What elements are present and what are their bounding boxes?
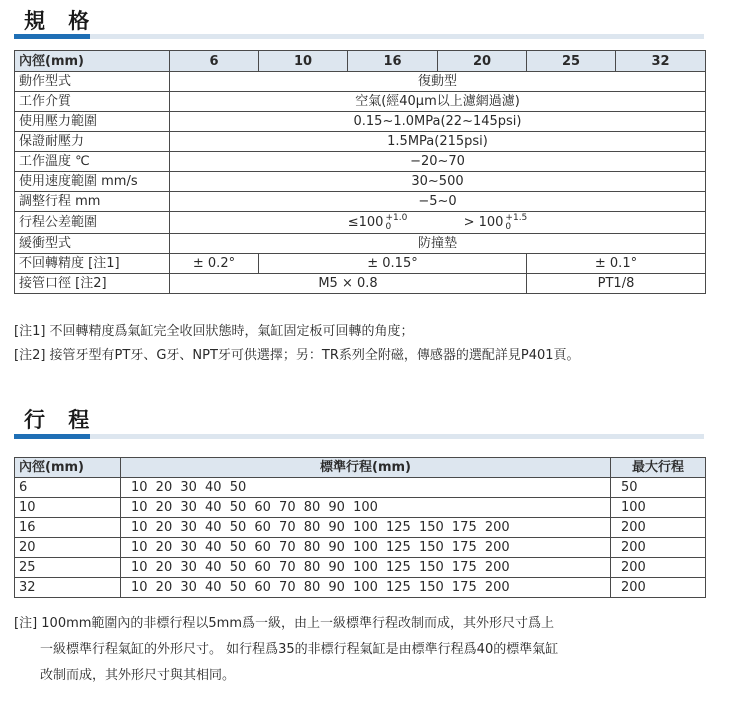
stroke-table <box>14 457 706 598</box>
stroke-max: 100 <box>611 498 706 518</box>
stroke-header-standard: 標準行程(mm) <box>121 458 611 478</box>
spec-label: 接管口徑 [注2] <box>15 274 170 294</box>
spec-value <box>170 212 706 234</box>
spec-title-rule <box>14 34 704 39</box>
spec-value: 復動型 <box>170 72 706 92</box>
stroke-values: 10 20 30 40 50 60 70 80 90 100 125 150 175 200 <box>121 578 611 598</box>
tolerance-b-upper: +1.5 <box>505 212 528 223</box>
spec-section-title: 規 格 <box>24 9 98 33</box>
tolerance-b-lower: 0 <box>505 221 512 232</box>
stroke-header-max: 最大行程 <box>611 458 706 478</box>
stroke-values: 10 20 30 40 50 <box>121 478 611 498</box>
spec-row-pressure <box>15 112 706 132</box>
spec-header-row <box>15 51 706 72</box>
spec-note-2: [注2] 接管牙型有PT牙、G牙、NPT牙可供選擇；另：TR系列全附磁，傳感器的選配詳見P401頁。 <box>14 348 580 363</box>
spec-table <box>14 50 706 294</box>
spec-header-bore-20: 20 <box>438 51 527 72</box>
stroke-bore: 20 <box>15 538 121 558</box>
spec-label: 使用速度範圍 mm/s <box>15 172 170 192</box>
spec-value: PT1/8 <box>527 274 706 294</box>
tolerance-a-lower: 0 <box>385 221 392 232</box>
stroke-bore: 6 <box>15 478 121 498</box>
spec-row-cushion <box>15 234 706 254</box>
stroke-row <box>15 558 706 578</box>
spec-header-bore-16: 16 <box>348 51 438 72</box>
spec-row-nonrot <box>15 254 706 274</box>
spec-value: −5~0 <box>170 192 706 212</box>
spec-note-1: [注1] 不回轉精度爲氣缸完全收回狀態時，氣缸固定板可回轉的角度； <box>14 324 414 339</box>
stroke-max: 200 <box>611 538 706 558</box>
stroke-bore: 16 <box>15 518 121 538</box>
spec-row-adjust <box>15 192 706 212</box>
tolerance-a <box>348 213 408 232</box>
stroke-row <box>15 578 706 598</box>
stroke-values: 10 20 30 40 50 60 70 80 90 100 125 150 175 200 <box>121 538 611 558</box>
stroke-values: 10 20 30 40 50 60 70 80 90 100 <box>121 498 611 518</box>
spec-header-bore: 內徑(mm) <box>15 51 170 72</box>
spec-row-port <box>15 274 706 294</box>
stroke-bore: 10 <box>15 498 121 518</box>
spec-row-proof <box>15 132 706 152</box>
stroke-note-line-3: 改制而成，其外形尺寸與其相同。 <box>40 668 236 683</box>
stroke-header-row <box>15 458 706 478</box>
stroke-title-rule <box>14 434 704 439</box>
stroke-row <box>15 518 706 538</box>
spec-value: 0.15~1.0MPa(22~145psi) <box>170 112 706 132</box>
spec-header-bore-10: 10 <box>259 51 348 72</box>
spec-row-tolerance <box>15 212 706 234</box>
spec-label: 使用壓力範圍 <box>15 112 170 132</box>
stroke-row <box>15 498 706 518</box>
tolerance-a-upper: +1.0 <box>385 212 408 223</box>
spec-row-temp <box>15 152 706 172</box>
stroke-row <box>15 538 706 558</box>
stroke-max: 200 <box>611 578 706 598</box>
spec-label: 行程公差範圍 <box>15 212 170 234</box>
stroke-values: 10 20 30 40 50 60 70 80 90 100 125 150 175 200 <box>121 558 611 578</box>
spec-header-bore-25: 25 <box>527 51 616 72</box>
stroke-note-line-1: [注] 100mm範圍內的非標行程以5mm爲一級，由上一級標準行程改制而成，其外形尺寸爲上 <box>14 616 555 631</box>
spec-value: M5 × 0.8 <box>170 274 527 294</box>
stroke-section-title: 行 程 <box>24 408 98 432</box>
spec-label: 調整行程 mm <box>15 192 170 212</box>
spec-label: 工作溫度 ℃ <box>15 152 170 172</box>
spec-value: 防撞墊 <box>170 234 706 254</box>
tolerance-b <box>464 213 528 232</box>
stroke-note-line-2: 一級標準行程氣缸的外形尺寸。 如行程爲35的非標行程氣缸是由標準行程爲40的標準氣缸 <box>40 642 559 657</box>
spec-row-speed <box>15 172 706 192</box>
spec-label: 工作介質 <box>15 92 170 112</box>
spec-label: 保證耐壓力 <box>15 132 170 152</box>
stroke-max: 50 <box>611 478 706 498</box>
spec-value: −20~70 <box>170 152 706 172</box>
spec-value: 空氣(經40μm以上濾網過濾) <box>170 92 706 112</box>
spec-row-medium <box>15 92 706 112</box>
spec-label: 動作型式 <box>15 72 170 92</box>
spec-value: ± 0.2° <box>170 254 259 274</box>
stroke-bore: 25 <box>15 558 121 578</box>
spec-header-bore-6: 6 <box>170 51 259 72</box>
spec-label: 不回轉精度 [注1] <box>15 254 170 274</box>
spec-row-action <box>15 72 706 92</box>
stroke-max: 200 <box>611 518 706 538</box>
spec-value: ± 0.15° <box>259 254 527 274</box>
tolerance-b-base: > 100 <box>463 215 504 230</box>
stroke-bore: 32 <box>15 578 121 598</box>
tolerance-a-base: ≤100 <box>347 215 384 230</box>
stroke-values: 10 20 30 40 50 60 70 80 90 100 125 150 175 200 <box>121 518 611 538</box>
stroke-max: 200 <box>611 558 706 578</box>
stroke-header-bore: 內徑(mm) <box>15 458 121 478</box>
stroke-row <box>15 478 706 498</box>
spec-value: 1.5MPa(215psi) <box>170 132 706 152</box>
spec-value: 30~500 <box>170 172 706 192</box>
spec-label: 緩衝型式 <box>15 234 170 254</box>
spec-value: ± 0.1° <box>527 254 706 274</box>
spec-header-bore-32: 32 <box>616 51 706 72</box>
